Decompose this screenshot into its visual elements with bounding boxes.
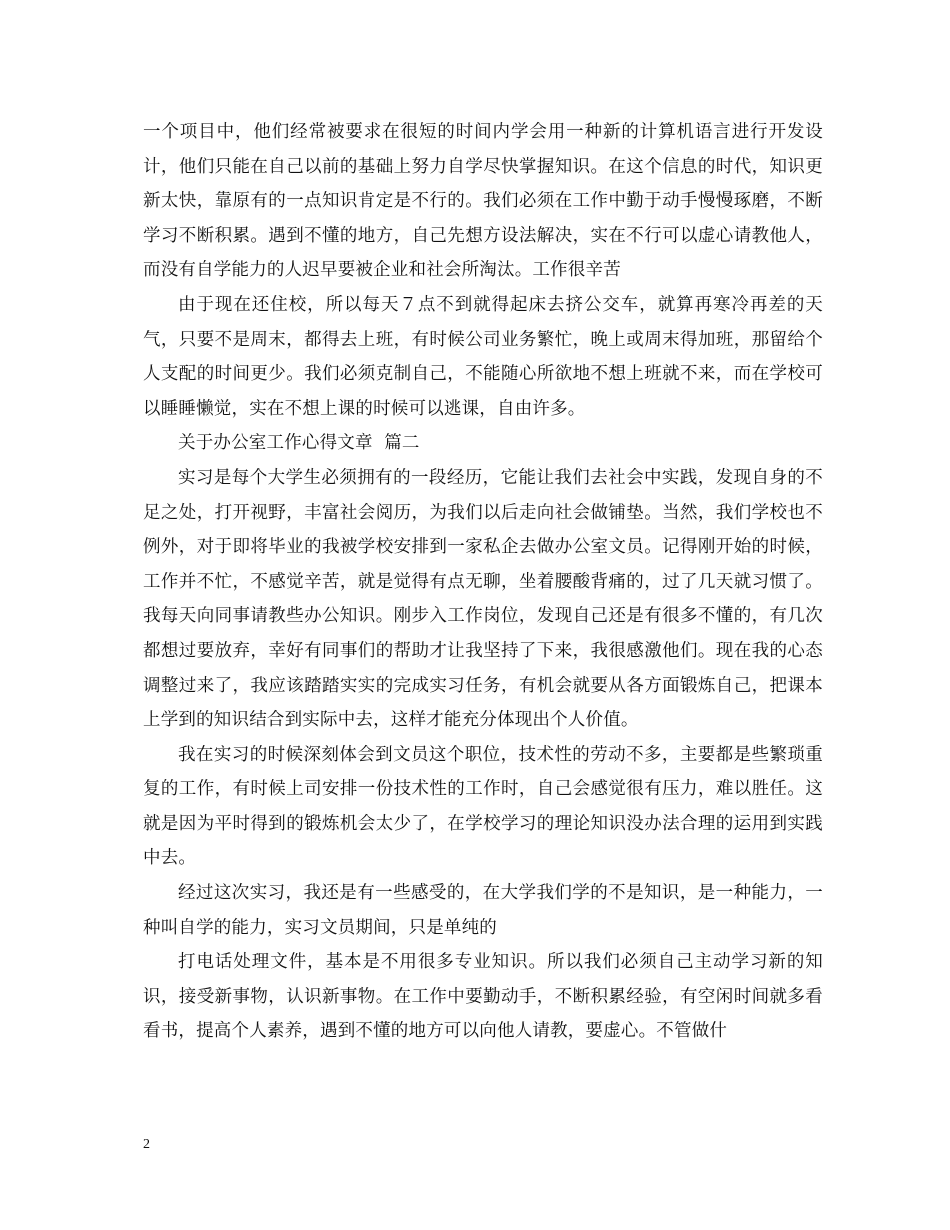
- page-number: 2: [143, 1137, 150, 1152]
- paragraph: 我在实习的时候深刻体会到文员这个职位，技术性的劳动不多，主要都是些繁琐重复的工作，有时候上司安排一份技术性的工作时，自己会感觉很有压力，难以胜任。这就是因为平时得到的锻炼机会太少了，在学校学习的理论知识没办法合理的运用到实践中去。: [143, 744, 823, 869]
- paragraph: 一个项目中，他们经常被要求在很短的时间内学会用一种新的计算机语言进行开发设计，他们只能在自己以前的基础上努力自学尽快掌握知识。在这个信息的时代，知识更新太快，靠原有的一点知识肯定是不行的。我们必须在工作中勤于动手慢慢琢磨，不断学习不断积累。遇到不懂的地方，自己先想方设法解决，实在不行可以虚心请教他人，而没有自学能力的人迟早要被企业和社会所淘汰。工作很辛苦: [143, 122, 823, 281]
- paragraph: 打电话处理文件，基本是不用很多专业知识。所以我们必须自己主动学习新的知识，接受新事物，认识新事物。在工作中要勤动手，不断积累经验，有空闲时间就多看看书，提高个人素养，遇到不懂的地方可以向他人请教，要虚心。不管做什: [143, 952, 823, 1042]
- paragraph: 经过这次实习，我还是有一些感受的，在大学我们学的不是知识，是一种能力，一种叫自学的能力，实习文员期间，只是单纯的: [143, 883, 823, 938]
- body-text: [143, 115, 823, 1049]
- paragraph: 实习是每个大学生必须拥有的一段经历，它能让我们去社会中实践，发现自身的不足之处，打开视野，丰富社会阅历，为我们以后走向社会做铺垫。当然，我们学校也不例外，对于即将毕业的我被学校安排到一家私企去做办公室文员。记得刚开始的时候，工作并不忙，不感觉辛苦，就是觉得有点无聊，坐着腰酸背痛的，过了几天就习惯了。我每天向同事请教些办公知识。刚步入工作岗位，发现自己还是有很多不懂的，有几次都想过要放弃，幸好有同事们的帮助才让我坚持了下来，我很感激他们。现在我的心态调整过来了，我应该踏踏实实的完成实习任务，有机会就要从各方面锻炼自己，把课本上学到的知识结合到实际中去，这样才能充分体现出个人价值。: [143, 467, 823, 731]
- section-heading: 关于办公室工作心得文章 篇二: [178, 433, 420, 454]
- paragraph: 由于现在还住校，所以每天７点不到就得起床去挤公交车，就算再寒冷再差的天气，只要不是周末，都得去上班，有时候公司业务繁忙，晚上或周末得加班，那留给个人支配的时间更少。我们必须克制自己，不能随心所欲地不想上班就不来，而在学校可以睡睡懒觉，实在不想上课的时候可以逃课，自由许多。: [143, 294, 823, 419]
